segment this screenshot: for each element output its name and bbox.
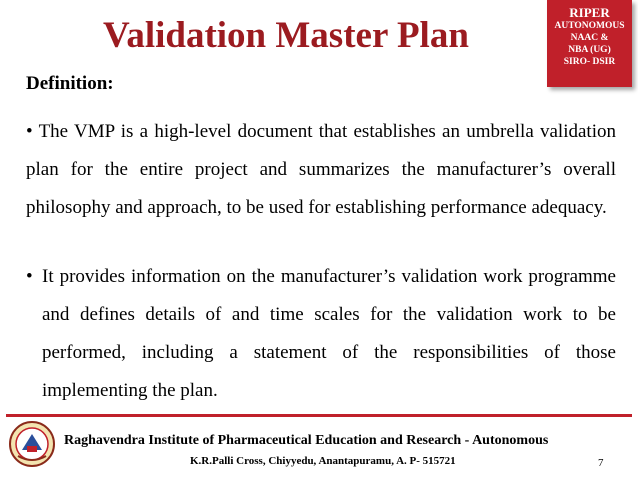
badge-line-3: NAAC & — [570, 33, 609, 43]
bullet-text-1: The VMP is a high-level document that establishes an umbrella validation plan for the entire project and summarizes the manufacturer’s overall philosophy and approach, to be used for establishing performance adequacy. — [26, 121, 616, 218]
bullet-paragraph-1 — [26, 113, 616, 227]
bullet-paragraph-2 — [26, 258, 616, 410]
badge-line-1: RIPER — [569, 5, 610, 20]
footer-address: K.R.Palli Cross, Chiyyedu, Anantapuramu, A. P- 515721 — [190, 455, 456, 467]
badge-line-5: SIRO- DSIR — [563, 57, 616, 67]
institute-seal-icon — [8, 420, 56, 468]
definition-heading: Definition: — [26, 73, 114, 94]
page-number: 7 — [598, 457, 604, 469]
badge-line-4: NBA (UG) — [568, 45, 611, 55]
footer-institute-name: Raghavendra Institute of Pharmaceutical Education and Research - Autonomous — [64, 433, 549, 448]
accreditation-badge — [547, 0, 632, 87]
slide-title: Validation Master Plan — [103, 15, 469, 56]
bullet-symbol: • — [26, 121, 33, 142]
bullet-symbol: • — [26, 266, 33, 287]
footer-divider — [6, 414, 632, 417]
badge-line-2: AUTONOMOUS — [554, 21, 625, 31]
bullet-text-2: It provides information on the manufacturer’s validation work programme and defines details of and time scales for the validation work to be performed, including a statement of the responsibilities of those implementing the plan. — [42, 266, 616, 401]
